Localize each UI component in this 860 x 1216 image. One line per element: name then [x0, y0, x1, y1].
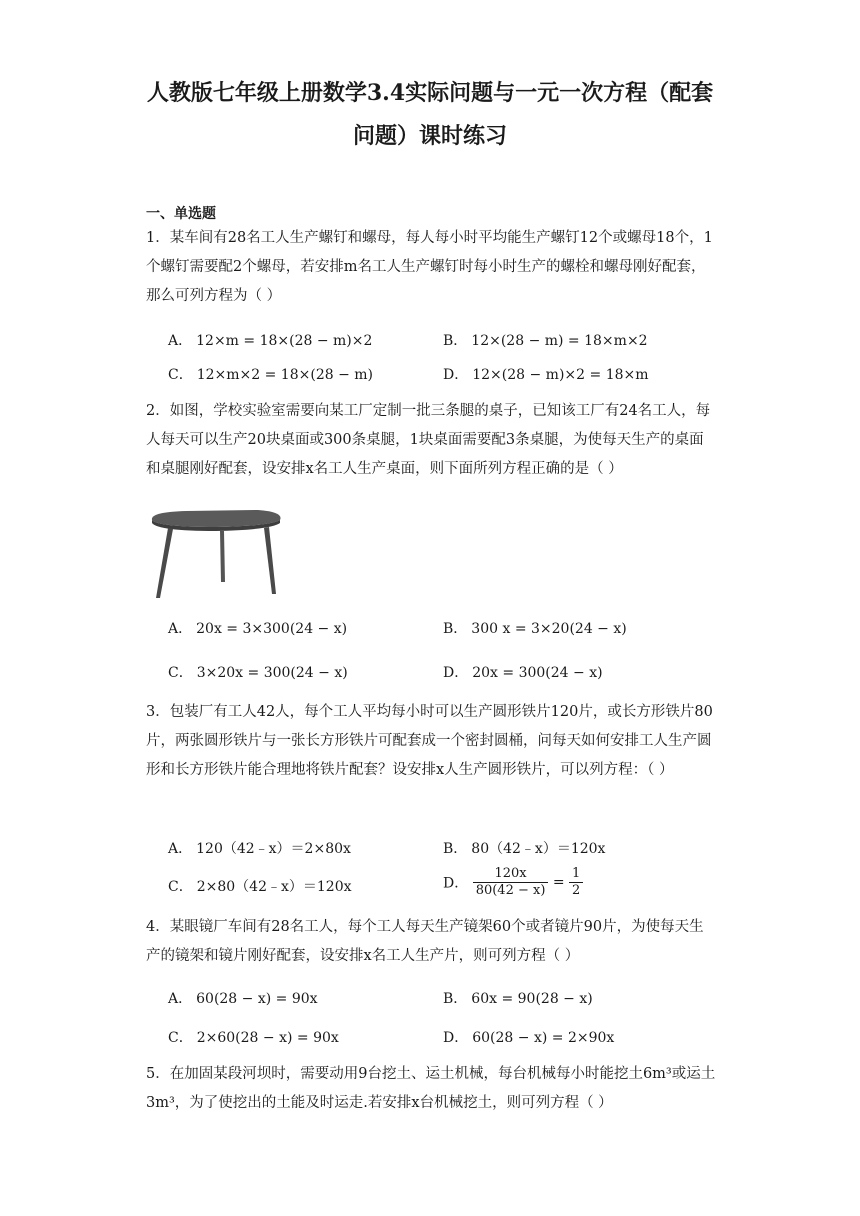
- question-1-option-c: [168, 364, 373, 386]
- option-label: C．: [168, 665, 193, 681]
- section-heading: 一、单选题: [146, 206, 216, 222]
- option-text: 12×m×2 = 18×(28 − m): [196, 367, 373, 383]
- option-text: 300 x = 3×20(24 − x): [471, 621, 627, 637]
- question-3-text: 3．包装厂有工人42人，每个工人平均每小时可以生产圆形铁片120片，或长方形铁片80片，两张圆形铁片与一张长方形铁片可配套成一个密封圆桶，问每天如何安排工人生产圆形和长方形铁片能合理地将铁片配套？设安排x人生产圆形铁片，可以列方程：（ ）: [146, 704, 713, 778]
- question-2-option-c: [168, 662, 348, 684]
- fraction-left: [473, 866, 549, 899]
- question-4-text: 4．某眼镜厂车间有28名工人，每个工人每天生产镜架60个或者镜片90片，为使每天生产的镜架和镜片刚好配套，设安排x名工人生产片，则可列方程（ ）: [146, 919, 704, 964]
- option-label: D．: [443, 665, 469, 681]
- option-text: 60(28 − x) = 2×90x: [472, 1030, 615, 1046]
- option-label: A．: [168, 991, 193, 1007]
- fraction-denominator: 2: [572, 883, 581, 898]
- question-3-option-c: [168, 876, 352, 898]
- option-label: D．: [443, 875, 469, 892]
- question-3-option-a: [168, 838, 351, 860]
- option-label: A．: [168, 841, 193, 857]
- option-label: A．: [168, 621, 193, 637]
- question-1-option-a: [168, 330, 372, 352]
- question-1-option-d: [443, 364, 649, 386]
- option-label: C．: [168, 367, 193, 383]
- question-4-option-d: [443, 1027, 614, 1049]
- option-text: 3×20x = 300(24 − x): [196, 665, 348, 681]
- table-illustration: [146, 506, 286, 602]
- document-title-line-2: 问题）课时练习: [352, 123, 507, 149]
- question-2-option-d: [443, 662, 603, 684]
- question-3-option-b: [443, 838, 605, 860]
- option-label: B．: [443, 841, 468, 857]
- question-3-option-d: [443, 866, 583, 899]
- option-label: C．: [168, 1030, 193, 1046]
- document-title-line-1: 人教版七年级上册数学3.4实际问题与一元一次方程（配套: [146, 80, 714, 106]
- option-text: 60(28 − x) = 90x: [196, 991, 318, 1007]
- fraction-right: [569, 866, 583, 899]
- option-label: D．: [443, 367, 469, 383]
- option-text: 12×(28 − m) = 18×m×2: [471, 333, 648, 349]
- option-label: B．: [443, 991, 468, 1007]
- option-text: 12×(28 − m)×2 = 18×m: [472, 367, 649, 383]
- question-5-text: 5．在加固某段河坝时，需要动用9台挖土、运土机械，每台机械每小时能挖土6m³或运土3m³，为了使挖出的土能及时运走.若安排x台机械挖土，则可列方程（ ）: [146, 1066, 716, 1111]
- option-label: B．: [443, 621, 468, 637]
- option-text: 120（42﹣x）＝2×80x: [196, 841, 351, 857]
- fraction-numerator: 1: [569, 866, 583, 883]
- option-text: 12×m = 18×(28 − m)×2: [196, 333, 373, 349]
- option-text: 60x = 90(28 − x): [471, 991, 593, 1007]
- fraction-numerator: 120x: [473, 866, 549, 883]
- question-1-text: 1．某车间有28名工人生产螺钉和螺母，每人每小时平均能生产螺钉12个或螺母18个，1个螺钉需要配2个螺母，若安排m名工人生产螺钉时每小时生产的螺栓和螺母刚好配套，那么可列方程为（ ）: [146, 230, 713, 304]
- option-text: 20x = 300(24 − x): [472, 665, 603, 681]
- question-4-option-b: [443, 988, 593, 1010]
- question-4-option-c: [168, 1027, 339, 1049]
- fraction-denominator: 80(42 − x): [475, 883, 546, 898]
- option-label: B．: [443, 333, 468, 349]
- question-2-option-a: [168, 618, 347, 640]
- option-label: A．: [168, 333, 193, 349]
- equals-sign: =: [552, 874, 565, 891]
- question-4-option-a: [168, 988, 318, 1010]
- option-text: 2×60(28 − x) = 90x: [196, 1030, 339, 1046]
- question-1-option-b: [443, 330, 648, 352]
- option-text: 2×80（42﹣x）＝120x: [196, 879, 352, 895]
- question-2-text: 2．如图，学校实验室需要向某工厂定制一批三条腿的桌子，已知该工厂有24名工人，每人每天可以生产20块桌面或300条桌腿，1块桌面需要配3条桌腿，为使每天生产的桌面和桌腿刚好配套，设安排x名工人生产桌面，则下面所列方程正确的是（ ）: [146, 403, 711, 477]
- question-2-option-b: [443, 618, 627, 640]
- option-label: C．: [168, 879, 193, 895]
- option-text: 80（42﹣x）＝120x: [471, 841, 606, 857]
- option-label: D．: [443, 1030, 469, 1046]
- option-text: 20x = 3×300(24 − x): [196, 621, 348, 637]
